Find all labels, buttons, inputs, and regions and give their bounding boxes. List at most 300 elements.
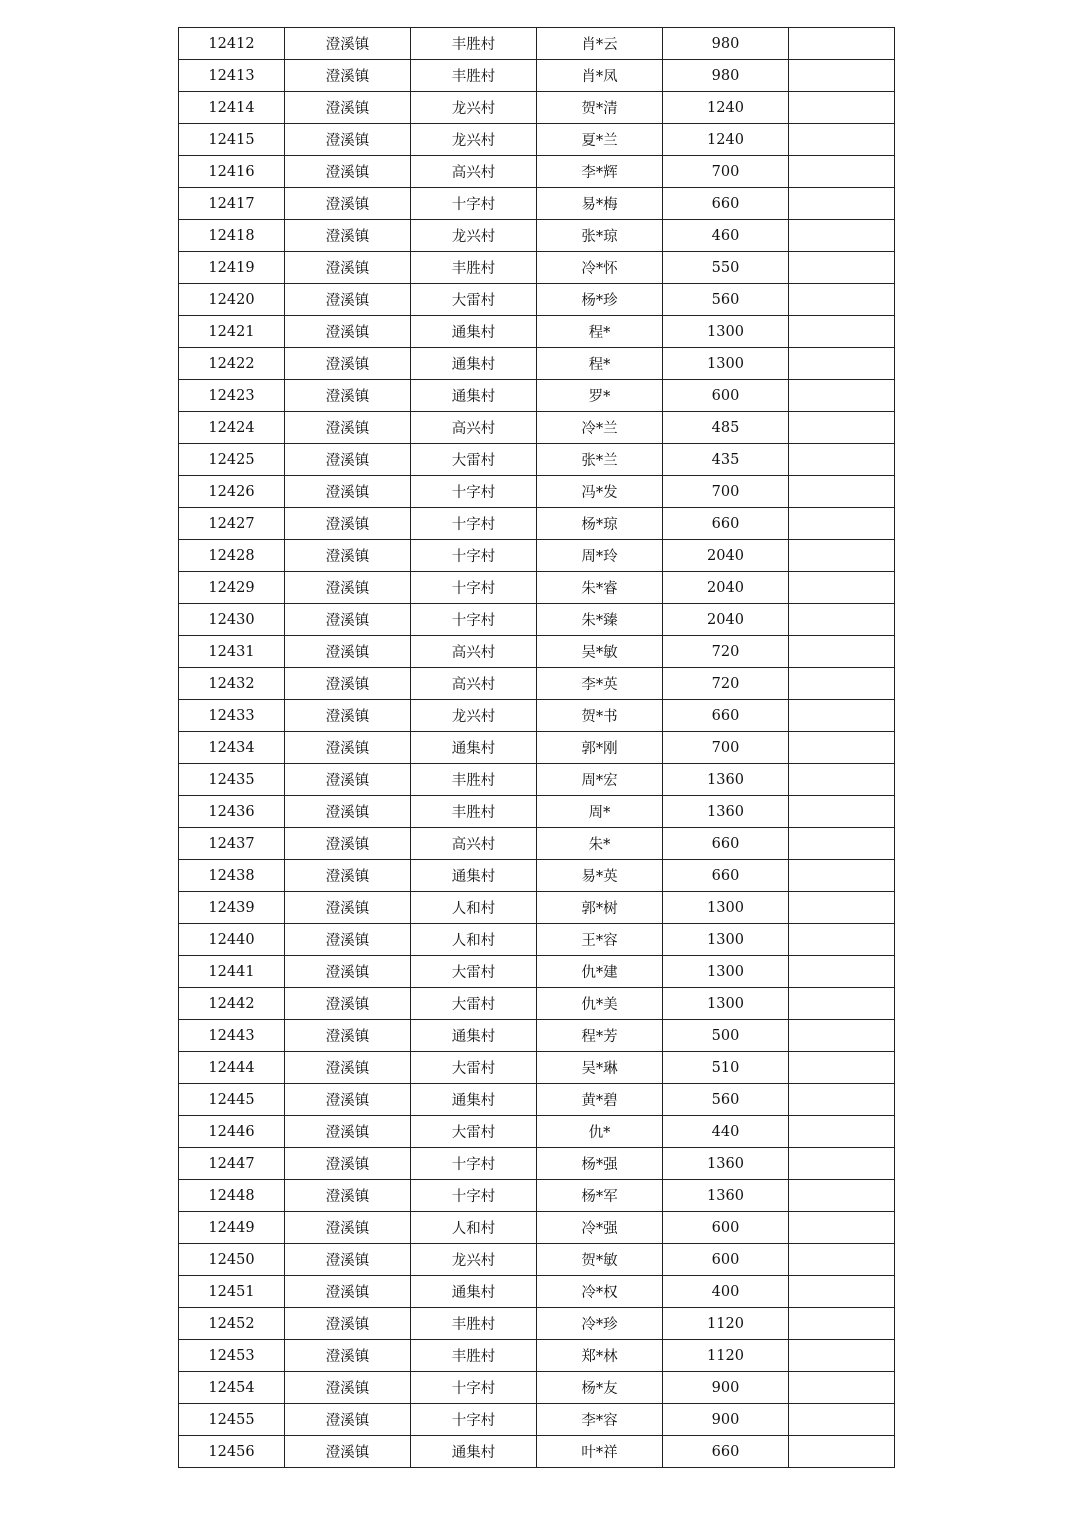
village-cell: 人和村 xyxy=(411,1212,537,1244)
note-cell xyxy=(789,924,895,956)
name-cell: 仇*美 xyxy=(537,988,663,1020)
village-cell: 通集村 xyxy=(411,1020,537,1052)
amount-cell: 720 xyxy=(663,636,789,668)
town-cell: 澄溪镇 xyxy=(285,284,411,316)
table-row xyxy=(179,380,895,412)
amount-cell: 1360 xyxy=(663,1180,789,1212)
table-row xyxy=(179,732,895,764)
village-cell: 十字村 xyxy=(411,1180,537,1212)
row-number-cell: 12437 xyxy=(179,828,285,860)
note-cell xyxy=(789,316,895,348)
row-number-cell: 12451 xyxy=(179,1276,285,1308)
village-cell: 高兴村 xyxy=(411,636,537,668)
town-cell: 澄溪镇 xyxy=(285,1308,411,1340)
amount-cell: 980 xyxy=(663,28,789,60)
row-number-cell: 12450 xyxy=(179,1244,285,1276)
village-cell: 龙兴村 xyxy=(411,124,537,156)
town-cell: 澄溪镇 xyxy=(285,1020,411,1052)
name-cell: 吴*琳 xyxy=(537,1052,663,1084)
amount-cell: 600 xyxy=(663,380,789,412)
village-cell: 大雷村 xyxy=(411,284,537,316)
row-number-cell: 12428 xyxy=(179,540,285,572)
town-cell: 澄溪镇 xyxy=(285,188,411,220)
amount-cell: 560 xyxy=(663,284,789,316)
village-cell: 丰胜村 xyxy=(411,1308,537,1340)
table-row xyxy=(179,444,895,476)
table-row xyxy=(179,1340,895,1372)
note-cell xyxy=(789,764,895,796)
table-row xyxy=(179,316,895,348)
town-cell: 澄溪镇 xyxy=(285,252,411,284)
table-row xyxy=(179,188,895,220)
table-row xyxy=(179,508,895,540)
table-row xyxy=(179,348,895,380)
village-cell: 十字村 xyxy=(411,476,537,508)
row-number-cell: 12420 xyxy=(179,284,285,316)
village-cell: 高兴村 xyxy=(411,412,537,444)
data-table xyxy=(178,27,895,1468)
table-row xyxy=(179,476,895,508)
table-row xyxy=(179,252,895,284)
note-cell xyxy=(789,860,895,892)
table-row xyxy=(179,700,895,732)
name-cell: 杨*琼 xyxy=(537,508,663,540)
note-cell xyxy=(789,220,895,252)
town-cell: 澄溪镇 xyxy=(285,156,411,188)
name-cell: 罗* xyxy=(537,380,663,412)
town-cell: 澄溪镇 xyxy=(285,1340,411,1372)
note-cell xyxy=(789,252,895,284)
village-cell: 龙兴村 xyxy=(411,220,537,252)
table-row xyxy=(179,924,895,956)
amount-cell: 660 xyxy=(663,860,789,892)
name-cell: 杨*军 xyxy=(537,1180,663,1212)
amount-cell: 2040 xyxy=(663,572,789,604)
amount-cell: 550 xyxy=(663,252,789,284)
village-cell: 大雷村 xyxy=(411,988,537,1020)
town-cell: 澄溪镇 xyxy=(285,1244,411,1276)
town-cell: 澄溪镇 xyxy=(285,124,411,156)
name-cell: 程* xyxy=(537,348,663,380)
name-cell: 郭*刚 xyxy=(537,732,663,764)
table-row xyxy=(179,828,895,860)
amount-cell: 1300 xyxy=(663,956,789,988)
name-cell: 程*芳 xyxy=(537,1020,663,1052)
row-number-cell: 12455 xyxy=(179,1404,285,1436)
village-cell: 通集村 xyxy=(411,380,537,412)
table-row xyxy=(179,1116,895,1148)
note-cell xyxy=(789,1084,895,1116)
amount-cell: 560 xyxy=(663,1084,789,1116)
name-cell: 程* xyxy=(537,316,663,348)
village-cell: 通集村 xyxy=(411,1436,537,1468)
table-row xyxy=(179,1020,895,1052)
amount-cell: 660 xyxy=(663,508,789,540)
note-cell xyxy=(789,1340,895,1372)
town-cell: 澄溪镇 xyxy=(285,1212,411,1244)
table-row xyxy=(179,1244,895,1276)
town-cell: 澄溪镇 xyxy=(285,892,411,924)
amount-cell: 1360 xyxy=(663,1148,789,1180)
town-cell: 澄溪镇 xyxy=(285,796,411,828)
row-number-cell: 12440 xyxy=(179,924,285,956)
amount-cell: 400 xyxy=(663,1276,789,1308)
note-cell xyxy=(789,1244,895,1276)
note-cell xyxy=(789,700,895,732)
town-cell: 澄溪镇 xyxy=(285,380,411,412)
name-cell: 叶*祥 xyxy=(537,1436,663,1468)
name-cell: 周*宏 xyxy=(537,764,663,796)
table-row xyxy=(179,1148,895,1180)
village-cell: 十字村 xyxy=(411,188,537,220)
note-cell xyxy=(789,28,895,60)
town-cell: 澄溪镇 xyxy=(285,828,411,860)
village-cell: 通集村 xyxy=(411,348,537,380)
amount-cell: 1300 xyxy=(663,988,789,1020)
table-row xyxy=(179,1084,895,1116)
table-row xyxy=(179,796,895,828)
town-cell: 澄溪镇 xyxy=(285,924,411,956)
town-cell: 澄溪镇 xyxy=(285,92,411,124)
amount-cell: 1360 xyxy=(663,796,789,828)
amount-cell: 510 xyxy=(663,1052,789,1084)
table-row xyxy=(179,604,895,636)
town-cell: 澄溪镇 xyxy=(285,1404,411,1436)
row-number-cell: 12434 xyxy=(179,732,285,764)
table-row xyxy=(179,284,895,316)
row-number-cell: 12456 xyxy=(179,1436,285,1468)
note-cell xyxy=(789,1276,895,1308)
town-cell: 澄溪镇 xyxy=(285,636,411,668)
village-cell: 通集村 xyxy=(411,732,537,764)
row-number-cell: 12419 xyxy=(179,252,285,284)
amount-cell: 660 xyxy=(663,700,789,732)
town-cell: 澄溪镇 xyxy=(285,668,411,700)
row-number-cell: 12427 xyxy=(179,508,285,540)
table-row xyxy=(179,124,895,156)
village-cell: 丰胜村 xyxy=(411,28,537,60)
name-cell: 王*容 xyxy=(537,924,663,956)
town-cell: 澄溪镇 xyxy=(285,956,411,988)
table-row xyxy=(179,988,895,1020)
town-cell: 澄溪镇 xyxy=(285,412,411,444)
amount-cell: 600 xyxy=(663,1244,789,1276)
amount-cell: 660 xyxy=(663,188,789,220)
note-cell xyxy=(789,796,895,828)
note-cell xyxy=(789,604,895,636)
note-cell xyxy=(789,1116,895,1148)
note-cell xyxy=(789,828,895,860)
note-cell xyxy=(789,92,895,124)
village-cell: 龙兴村 xyxy=(411,700,537,732)
village-cell: 十字村 xyxy=(411,572,537,604)
note-cell xyxy=(789,444,895,476)
row-number-cell: 12430 xyxy=(179,604,285,636)
name-cell: 朱* xyxy=(537,828,663,860)
row-number-cell: 12446 xyxy=(179,1116,285,1148)
amount-cell: 500 xyxy=(663,1020,789,1052)
note-cell xyxy=(789,348,895,380)
town-cell: 澄溪镇 xyxy=(285,1116,411,1148)
town-cell: 澄溪镇 xyxy=(285,1276,411,1308)
row-number-cell: 12422 xyxy=(179,348,285,380)
note-cell xyxy=(789,1020,895,1052)
note-cell xyxy=(789,1372,895,1404)
table-row xyxy=(179,220,895,252)
town-cell: 澄溪镇 xyxy=(285,604,411,636)
village-cell: 通集村 xyxy=(411,1276,537,1308)
name-cell: 仇* xyxy=(537,1116,663,1148)
village-cell: 人和村 xyxy=(411,892,537,924)
row-number-cell: 12412 xyxy=(179,28,285,60)
name-cell: 易*英 xyxy=(537,860,663,892)
village-cell: 十字村 xyxy=(411,1372,537,1404)
row-number-cell: 12425 xyxy=(179,444,285,476)
table-row xyxy=(179,1212,895,1244)
town-cell: 澄溪镇 xyxy=(285,1052,411,1084)
amount-cell: 900 xyxy=(663,1404,789,1436)
row-number-cell: 12416 xyxy=(179,156,285,188)
village-cell: 大雷村 xyxy=(411,1116,537,1148)
name-cell: 肖*凤 xyxy=(537,60,663,92)
amount-cell: 700 xyxy=(663,732,789,764)
row-number-cell: 12431 xyxy=(179,636,285,668)
row-number-cell: 12433 xyxy=(179,700,285,732)
row-number-cell: 12439 xyxy=(179,892,285,924)
table-row xyxy=(179,764,895,796)
town-cell: 澄溪镇 xyxy=(285,1084,411,1116)
town-cell: 澄溪镇 xyxy=(285,764,411,796)
note-cell xyxy=(789,412,895,444)
note-cell xyxy=(789,188,895,220)
amount-cell: 700 xyxy=(663,156,789,188)
amount-cell: 600 xyxy=(663,1212,789,1244)
amount-cell: 660 xyxy=(663,828,789,860)
village-cell: 十字村 xyxy=(411,540,537,572)
town-cell: 澄溪镇 xyxy=(285,60,411,92)
village-cell: 丰胜村 xyxy=(411,60,537,92)
village-cell: 丰胜村 xyxy=(411,796,537,828)
name-cell: 冷*兰 xyxy=(537,412,663,444)
note-cell xyxy=(789,892,895,924)
town-cell: 澄溪镇 xyxy=(285,540,411,572)
name-cell: 冷*怀 xyxy=(537,252,663,284)
row-number-cell: 12414 xyxy=(179,92,285,124)
note-cell xyxy=(789,156,895,188)
village-cell: 丰胜村 xyxy=(411,1340,537,1372)
table-row xyxy=(179,156,895,188)
name-cell: 郑*林 xyxy=(537,1340,663,1372)
name-cell: 郭*树 xyxy=(537,892,663,924)
name-cell: 仇*建 xyxy=(537,956,663,988)
village-cell: 大雷村 xyxy=(411,444,537,476)
table-row xyxy=(179,636,895,668)
town-cell: 澄溪镇 xyxy=(285,348,411,380)
note-cell xyxy=(789,284,895,316)
village-cell: 十字村 xyxy=(411,604,537,636)
name-cell: 李*容 xyxy=(537,1404,663,1436)
row-number-cell: 12454 xyxy=(179,1372,285,1404)
village-cell: 丰胜村 xyxy=(411,252,537,284)
table-row xyxy=(179,412,895,444)
town-cell: 澄溪镇 xyxy=(285,1180,411,1212)
name-cell: 贺*清 xyxy=(537,92,663,124)
row-number-cell: 12442 xyxy=(179,988,285,1020)
amount-cell: 1300 xyxy=(663,316,789,348)
amount-cell: 1240 xyxy=(663,124,789,156)
village-cell: 高兴村 xyxy=(411,156,537,188)
row-number-cell: 12452 xyxy=(179,1308,285,1340)
amount-cell: 1300 xyxy=(663,348,789,380)
table-row xyxy=(179,1308,895,1340)
row-number-cell: 12421 xyxy=(179,316,285,348)
note-cell xyxy=(789,1404,895,1436)
village-cell: 十字村 xyxy=(411,1404,537,1436)
note-cell xyxy=(789,668,895,700)
town-cell: 澄溪镇 xyxy=(285,732,411,764)
town-cell: 澄溪镇 xyxy=(285,220,411,252)
name-cell: 冷*强 xyxy=(537,1212,663,1244)
name-cell: 周*玲 xyxy=(537,540,663,572)
table-row xyxy=(179,92,895,124)
village-cell: 通集村 xyxy=(411,860,537,892)
name-cell: 李*辉 xyxy=(537,156,663,188)
note-cell xyxy=(789,380,895,412)
row-number-cell: 12441 xyxy=(179,956,285,988)
note-cell xyxy=(789,956,895,988)
note-cell xyxy=(789,60,895,92)
amount-cell: 1120 xyxy=(663,1340,789,1372)
name-cell: 杨*强 xyxy=(537,1148,663,1180)
town-cell: 澄溪镇 xyxy=(285,1372,411,1404)
amount-cell: 900 xyxy=(663,1372,789,1404)
amount-cell: 2040 xyxy=(663,540,789,572)
amount-cell: 460 xyxy=(663,220,789,252)
amount-cell: 1240 xyxy=(663,92,789,124)
table-row xyxy=(179,1436,895,1468)
village-cell: 大雷村 xyxy=(411,956,537,988)
town-cell: 澄溪镇 xyxy=(285,860,411,892)
name-cell: 黄*碧 xyxy=(537,1084,663,1116)
amount-cell: 720 xyxy=(663,668,789,700)
row-number-cell: 12438 xyxy=(179,860,285,892)
town-cell: 澄溪镇 xyxy=(285,476,411,508)
row-number-cell: 12413 xyxy=(179,60,285,92)
village-cell: 高兴村 xyxy=(411,668,537,700)
name-cell: 吴*敏 xyxy=(537,636,663,668)
name-cell: 冯*发 xyxy=(537,476,663,508)
name-cell: 贺*书 xyxy=(537,700,663,732)
table-row xyxy=(179,860,895,892)
table-row xyxy=(179,28,895,60)
row-number-cell: 12432 xyxy=(179,668,285,700)
row-number-cell: 12423 xyxy=(179,380,285,412)
village-cell: 大雷村 xyxy=(411,1052,537,1084)
name-cell: 杨*友 xyxy=(537,1372,663,1404)
row-number-cell: 12424 xyxy=(179,412,285,444)
row-number-cell: 12429 xyxy=(179,572,285,604)
row-number-cell: 12415 xyxy=(179,124,285,156)
table-row xyxy=(179,1180,895,1212)
town-cell: 澄溪镇 xyxy=(285,444,411,476)
name-cell: 易*梅 xyxy=(537,188,663,220)
note-cell xyxy=(789,1308,895,1340)
village-cell: 丰胜村 xyxy=(411,764,537,796)
amount-cell: 2040 xyxy=(663,604,789,636)
row-number-cell: 12448 xyxy=(179,1180,285,1212)
table-row xyxy=(179,668,895,700)
amount-cell: 660 xyxy=(663,1436,789,1468)
name-cell: 肖*云 xyxy=(537,28,663,60)
amount-cell: 1360 xyxy=(663,764,789,796)
name-cell: 冷*珍 xyxy=(537,1308,663,1340)
village-cell: 通集村 xyxy=(411,316,537,348)
row-number-cell: 12445 xyxy=(179,1084,285,1116)
village-cell: 龙兴村 xyxy=(411,1244,537,1276)
table-body xyxy=(179,28,895,1468)
name-cell: 朱*臻 xyxy=(537,604,663,636)
amount-cell: 700 xyxy=(663,476,789,508)
note-cell xyxy=(789,572,895,604)
note-cell xyxy=(789,1180,895,1212)
town-cell: 澄溪镇 xyxy=(285,1148,411,1180)
name-cell: 杨*珍 xyxy=(537,284,663,316)
town-cell: 澄溪镇 xyxy=(285,1436,411,1468)
table-row xyxy=(179,572,895,604)
village-cell: 高兴村 xyxy=(411,828,537,860)
table-row xyxy=(179,1372,895,1404)
amount-cell: 1300 xyxy=(663,892,789,924)
village-cell: 人和村 xyxy=(411,924,537,956)
table-row xyxy=(179,540,895,572)
note-cell xyxy=(789,988,895,1020)
village-cell: 通集村 xyxy=(411,1084,537,1116)
note-cell xyxy=(789,1148,895,1180)
note-cell xyxy=(789,540,895,572)
amount-cell: 440 xyxy=(663,1116,789,1148)
name-cell: 夏*兰 xyxy=(537,124,663,156)
note-cell xyxy=(789,1212,895,1244)
name-cell: 冷*权 xyxy=(537,1276,663,1308)
amount-cell: 1120 xyxy=(663,1308,789,1340)
note-cell xyxy=(789,1436,895,1468)
town-cell: 澄溪镇 xyxy=(285,28,411,60)
note-cell xyxy=(789,732,895,764)
row-number-cell: 12443 xyxy=(179,1020,285,1052)
table-row xyxy=(179,60,895,92)
row-number-cell: 12418 xyxy=(179,220,285,252)
town-cell: 澄溪镇 xyxy=(285,316,411,348)
row-number-cell: 12453 xyxy=(179,1340,285,1372)
row-number-cell: 12436 xyxy=(179,796,285,828)
note-cell xyxy=(789,636,895,668)
town-cell: 澄溪镇 xyxy=(285,508,411,540)
amount-cell: 485 xyxy=(663,412,789,444)
village-cell: 十字村 xyxy=(411,1148,537,1180)
row-number-cell: 12449 xyxy=(179,1212,285,1244)
name-cell: 李*英 xyxy=(537,668,663,700)
name-cell: 张*琼 xyxy=(537,220,663,252)
amount-cell: 980 xyxy=(663,60,789,92)
row-number-cell: 12435 xyxy=(179,764,285,796)
row-number-cell: 12444 xyxy=(179,1052,285,1084)
town-cell: 澄溪镇 xyxy=(285,700,411,732)
note-cell xyxy=(789,508,895,540)
note-cell xyxy=(789,1052,895,1084)
table-row xyxy=(179,1404,895,1436)
name-cell: 贺*敏 xyxy=(537,1244,663,1276)
note-cell xyxy=(789,124,895,156)
